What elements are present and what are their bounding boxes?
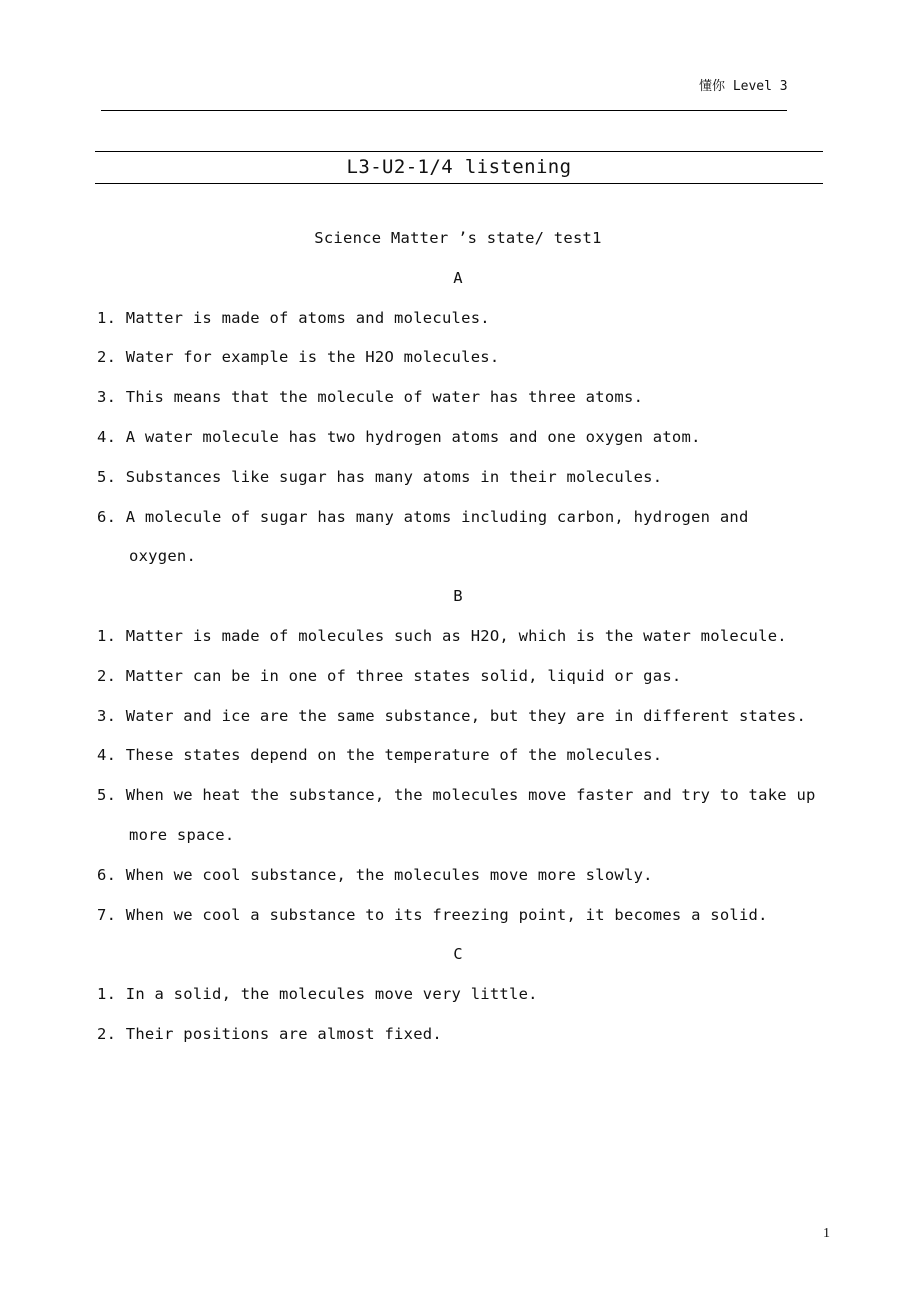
section-label-c: C (453, 945, 463, 964)
list-item: 4. A water molecule has two hydrogen atoms and one oxygen atom. (97, 427, 701, 446)
list-item: 4. These states depend on the temperature of the molecules. (97, 746, 663, 765)
list-item: 6. A molecule of sugar has many atoms including carbon, hydrogen and oxygen. (97, 507, 749, 566)
list-item: 1. Matter is made of atoms and molecules. (97, 308, 490, 327)
subtitle: Science Matter ’s state/ test1 (314, 229, 602, 247)
section-label-b: B (453, 587, 463, 606)
section-label-a: A (453, 268, 463, 287)
list-item: 7. When we cool a substance to its freezing point, it becomes a solid. (97, 905, 768, 924)
header-rule (101, 110, 787, 111)
page-number: 1 (823, 1226, 830, 1241)
list-item: 3. Water and ice are the same substance, but they are in different states. (97, 706, 807, 725)
page-title: L3-U2-1/4 listening (95, 151, 823, 184)
document-body (97, 219, 823, 1055)
list-item: 6. When we cool substance, the molecules move more slowly. (97, 865, 653, 884)
header-text: 懂你 Level 3 (699, 79, 788, 94)
list-item: 2. Water for example is the H2O molecules. (97, 348, 500, 367)
list-item: 5. When we heat the substance, the molecules move faster and try to take up more space. (97, 786, 816, 844)
list-item: 5. Substances like sugar has many atoms in their molecules. (97, 467, 663, 486)
list-item: 1. Matter is made of molecules such as H2O, which is the water molecule. (97, 626, 787, 645)
list-item: 2. Their positions are almost fixed. (97, 1024, 442, 1043)
list-item: 1. In a solid, the molecules move very little. (97, 985, 538, 1004)
list-item: 3. This means that the molecule of water has three atoms. (97, 388, 644, 407)
list-item: 2. Matter can be in one of three states solid, liquid or gas. (97, 666, 682, 685)
